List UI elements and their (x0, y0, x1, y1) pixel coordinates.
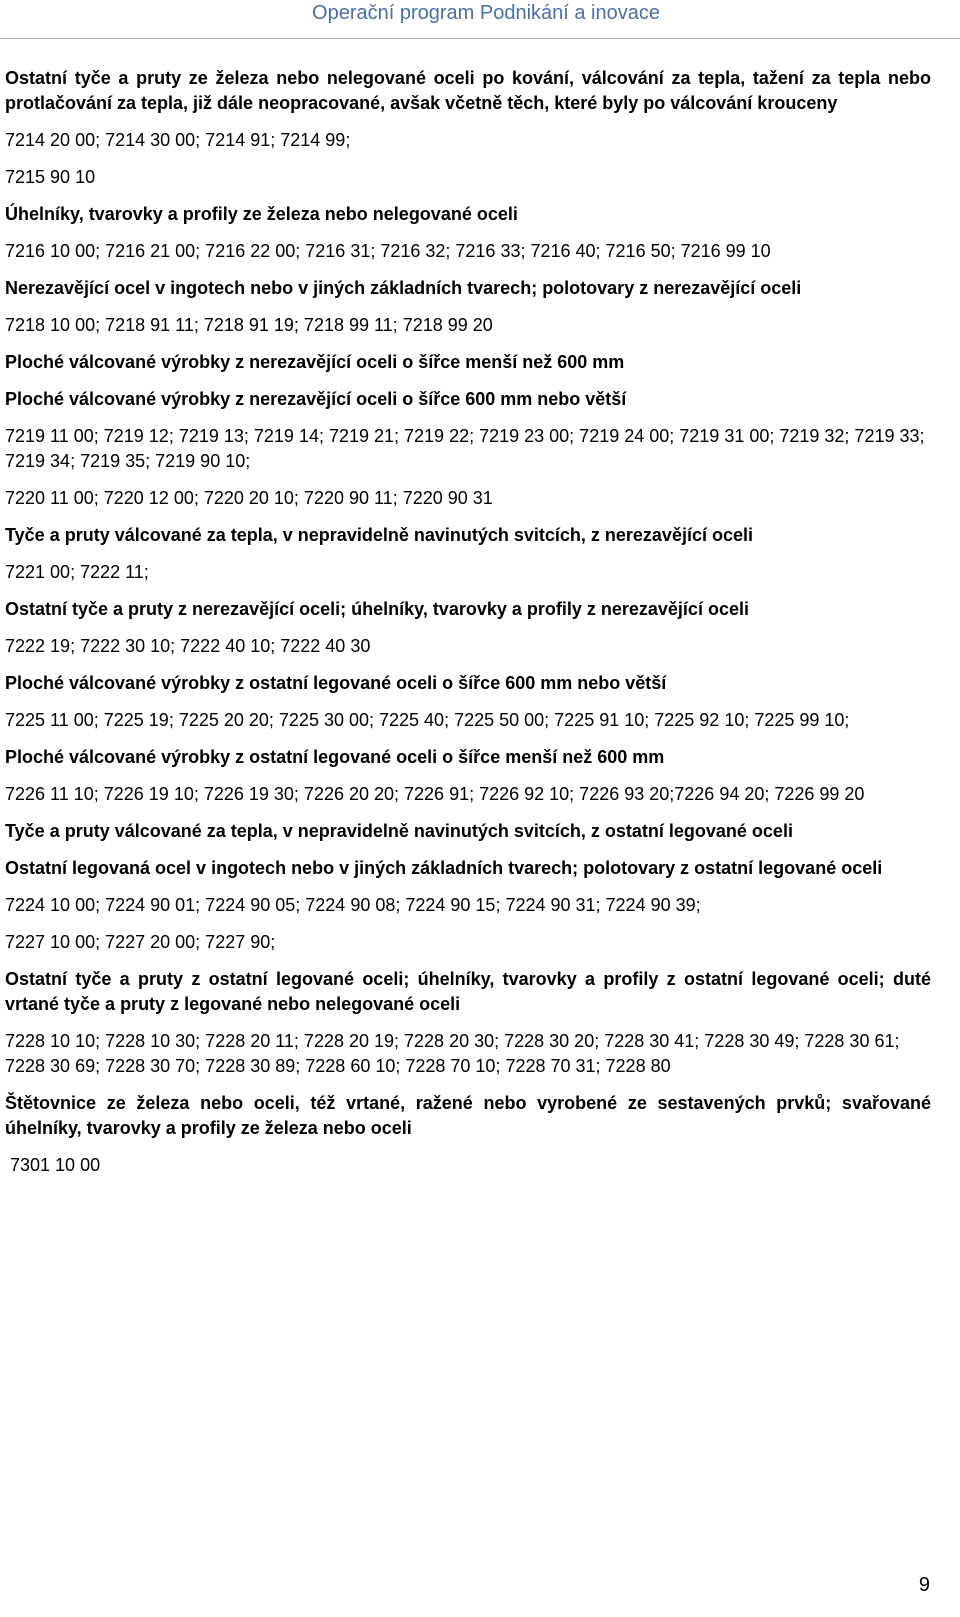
tariff-codes: 7224 10 00; 7224 90 01; 7224 90 05; 7224 90 08; 7224 90 15; 7224 90 31; 7224 90 39; (5, 895, 701, 915)
section-heading: Ostatní tyče a pruty z ostatní legované oceli; úhelníky, tvarovky a profily z ostatní legované oceli; duté vrtané tyče a pruty z legované nebo nelegované oceli (5, 969, 931, 1014)
page-number: 9 (918, 1574, 930, 1596)
section-heading: Ploché válcované výrobky z nerezavějící oceli o šířce menší než 600 mm (5, 352, 625, 372)
tariff-codes: 7220 11 00; 7220 12 00; 7220 20 10; 7220 90 11; 7220 90 31 (5, 488, 493, 508)
section-heading: Tyče a pruty válcované za tepla, v nepravidelně navinutých svitcích, z ostatní legované oceli (5, 821, 793, 841)
tariff-codes: 7215 90 10 (5, 167, 96, 187)
section-heading: Ostatní legovaná ocel v ingotech nebo v jiných základních tvarech; polotovary z ostatní legované oceli (5, 858, 883, 878)
tariff-codes: 7301 10 00 (5, 1155, 101, 1175)
document-header: Operační program Podnikání a inovace (312, 2, 660, 24)
section-heading: Nerezavějící ocel v ingotech nebo v jiných základních tvarech; polotovary z nerezavějící oceli (5, 278, 802, 298)
tariff-codes: 7221 00; 7222 11; (5, 562, 149, 582)
tariff-codes: 7218 10 00; 7218 91 11; 7218 91 19; 7218 99 11; 7218 99 20 (5, 315, 493, 335)
section-heading: Úhelníky, tvarovky a profily ze železa nebo nelegované oceli (5, 204, 518, 224)
tariff-codes: 7222 19; 7222 30 10; 7222 40 10; 7222 40 30 (5, 636, 371, 656)
tariff-codes: 7225 11 00; 7225 19; 7225 20 20; 7225 30 00; 7225 40; 7225 50 00; 7225 91 10; 7225 92 10; 7225 99 10; (5, 710, 850, 730)
section-heading: Tyče a pruty válcované za tepla, v nepravidelně navinutých svitcích, z nerezavějící oceli (5, 525, 753, 545)
tariff-codes: 7228 10 10; 7228 10 30; 7228 20 11; 7228 20 19; 7228 20 30; 7228 30 20; 7228 30 41; 7228 30 49; 7228 30 61; 7228 30 69; 7228 30 70; 7228 30 89; 7228 60 10; 7228 70 10; 7228 70 31; 7228 80 (5, 1031, 900, 1076)
section-heading: Ploché válcované výrobky z nerezavějící oceli o šířce 600 mm nebo větší (5, 389, 627, 409)
tariff-codes: 7216 10 00; 7216 21 00; 7216 22 00; 7216 31; 7216 32; 7216 33; 7216 40; 7216 50; 7216 99 10 (5, 241, 771, 261)
tariff-codes: 7227 10 00; 7227 20 00; 7227 90; (5, 932, 276, 952)
section-heading: Štětovnice ze železa nebo oceli, též vrtané, ražené nebo vyrobené ze sestavených prvků; svařované úhelníky, tvarovky a profily ze železa nebo oceli (5, 1093, 931, 1138)
section-heading: Ostatní tyče a pruty z nerezavějící oceli; úhelníky, tvarovky a profily z nerezavějící oceli (5, 599, 749, 619)
section-heading: Ostatní tyče a pruty ze železa nebo nelegované oceli po kování, válcování za tepla, tažení za tepla nebo protlačování za tepla, již dále neopracované, avšak včetně těch, které byly po válcování krouceny (5, 68, 931, 113)
tariff-codes: 7214 20 00; 7214 30 00; 7214 91; 7214 99; (5, 130, 351, 150)
tariff-codes: 7219 11 00; 7219 12; 7219 13; 7219 14; 7219 21; 7219 22; 7219 23 00; 7219 24 00; 7219 31 00; 7219 32; 7219 33; 7219 34; 7219 35; 7219 90 10; (5, 426, 925, 471)
header-divider (0, 38, 960, 39)
section-heading: Ploché válcované výrobky z ostatní legované oceli o šířce menší než 600 mm (5, 747, 665, 767)
tariff-codes: 7226 11 10; 7226 19 10; 7226 19 30; 7226 20 20; 7226 91; 7226 92 10; 7226 93 20;7226 94 20; 7226 99 20 (5, 784, 865, 804)
section-heading: Ploché válcované výrobky z ostatní legované oceli o šířce 600 mm nebo větší (5, 673, 667, 693)
document-body (5, 66, 931, 1190)
